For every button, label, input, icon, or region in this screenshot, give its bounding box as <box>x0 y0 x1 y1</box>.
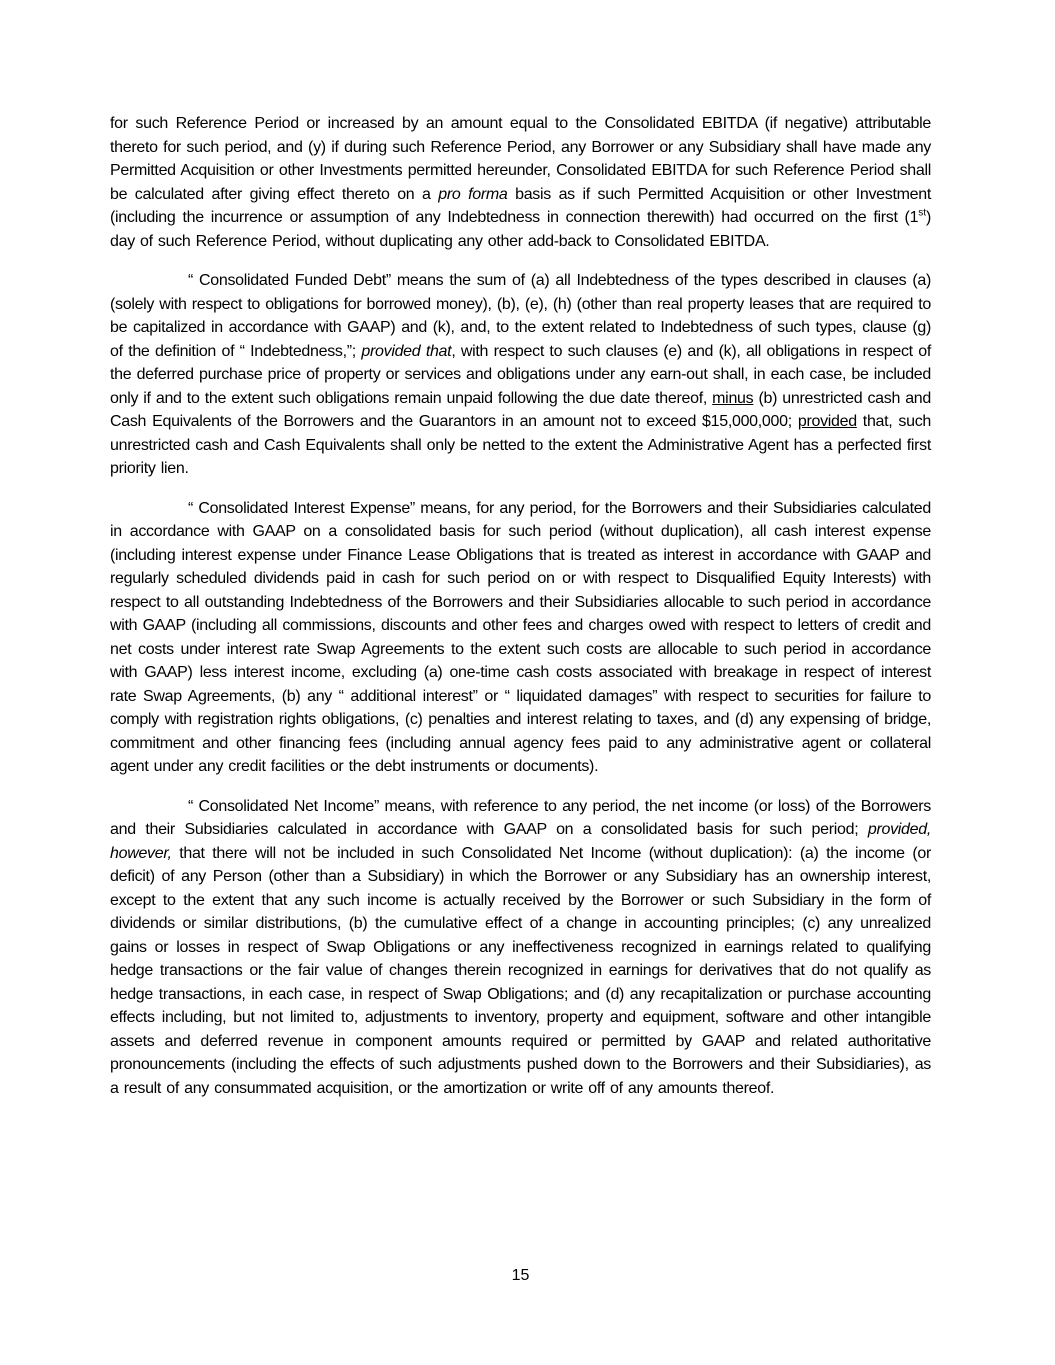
document-body <box>110 112 931 1116</box>
page-number: 15 <box>511 1267 530 1284</box>
body-text: for such Reference Period or increased by an amount equal to the Consolidated EBITDA (if negative) attributable thereto for such period, and (y) if during such Reference Period, any Borrower or any Subsidiary shall have made any Permitted Acquisition or other Investments permitted hereunder, Consolidated EBITDA for such Reference Period shall be calculated after giving effect thereto on a <box>110 115 931 203</box>
paragraph-consolidated-interest-expense-definition <box>110 497 931 779</box>
body-text: ) day of such Reference Period, without duplicating any other add-back to Consolidated EBITDA. <box>110 209 931 250</box>
emphasized-text: provided, however, <box>110 821 931 862</box>
emphasized-text: provided that <box>361 342 452 360</box>
body-text: “ Consolidated Net Income” means, with reference to any period, the net income (or loss) of the Borrowers and their Subsidiaries calculated in accordance with GAAP on a consolidated basis for such period; <box>110 797 931 838</box>
body-text: basis as if such Permitted Acquisition or other Investment (including the incurrence or assumption of any Indebtedness in connection therewith) had occurred on the first (1 <box>110 185 931 226</box>
body-text: that, such unrestricted cash and Cash Equivalents shall only be netted to the extent the Administrative Agent has a perfected first priority lien. <box>110 413 931 477</box>
body-text: , with respect to such clauses (e) and (k), all obligations in respect of the deferred purchase price of property or services and obligations under any earn-out shall, in each case, be included only if and to the extent such obligations remain unpaid following the due date thereof, <box>110 342 932 407</box>
paragraph-consolidated-funded-debt-definition <box>110 269 931 481</box>
body-text: that there will not be included in such Consolidated Net Income (without duplication): (a) the income (or deficit) of any Person (other than a Subsidiary) in which the Borrower or any Subsidiary has an ownership interest, except to the extent that any such income is actually received by the Borrower or such Subsidiary in the form of dividends or similar distributions, (b) the cumulative effect of a change in accounting principles; (c) any unrealized gains or losses in respect of Swap Obligations or any ineffectiveness recognized in earnings related to qualifying hedge transactions or the fair value of changes therein recognized in earnings for derivatives that do not qualify as hedge transactions, in each case, in respect of Swap Obligations; and (d) any recapitalization or purchase accounting effects including, but not limited to, adjustments to inventory, property and equipment, software and other intangible assets and deferred revenue in component amounts required or permitted by GAAP and related authoritative pronouncements (including the effects of such adjustments pushed down to the Borrowers and their Subsidiaries), as a result of any consummated acquisition, or the amortization or write off of any amounts thereof. <box>110 844 931 1097</box>
emphasized-text: provided <box>797 413 857 430</box>
emphasized-text: minus <box>712 389 754 407</box>
emphasized-text: pro forma <box>438 185 508 203</box>
paragraph-consolidated-ebitda-continuation <box>110 112 931 253</box>
body-text: (b) unrestricted cash and Cash Equivalents of the Borrowers and the Guarantors in an amount not to exceed $15,000,000; <box>110 389 931 430</box>
paragraph-consolidated-net-income-definition <box>110 795 931 1101</box>
superscript-text: st <box>918 207 926 219</box>
body-text: “ Consolidated Interest Expense” means, for any period, for the Borrowers and their Subsidiaries calculated in accordance with GAAP on a consolidated basis for such period (without duplication), all cash interest expense (including interest expense under Finance Lease Obligations that is treated as interest in accordance with GAAP and regularly scheduled dividends paid in cash for such period on or with respect to Disqualified Equity Interests) with respect to all outstanding Indebtedness of the Borrowers and their Subsidiaries allocable to such period in accordance with GAAP (including all commissions, discounts and other fees and charges owed with respect to letters of credit and net costs under interest rate Swap Agreements to the extent such costs are allocable to such period in accordance with GAAP) less interest income, excluding (a) one-time cash costs associated with breakage in respect of interest rate Swap Agreements, (b) any “ additional interest” or “ liquidated damages” with respect to securities for failure to comply with registration rights obligations, (c) penalties and interest relating to taxes, and (d) any expensing of bridge, commitment and other financing fees (including annual agency fees paid to any administrative agent or collateral agent under any credit facilities or the debt instruments or documents). <box>110 499 931 775</box>
body-text: “ Consolidated Funded Debt” means the sum of (a) all Indebtedness of the types described in clauses (a) (solely with respect to obligations for borrowed money), (b), (e), (h) (other than real property leases that are required to be capitalized in accordance with GAAP) and (k), and, to the extent related to Indebtedness of such types, clause (g) of the definition of “ Indebtedness,”; <box>110 272 931 360</box>
